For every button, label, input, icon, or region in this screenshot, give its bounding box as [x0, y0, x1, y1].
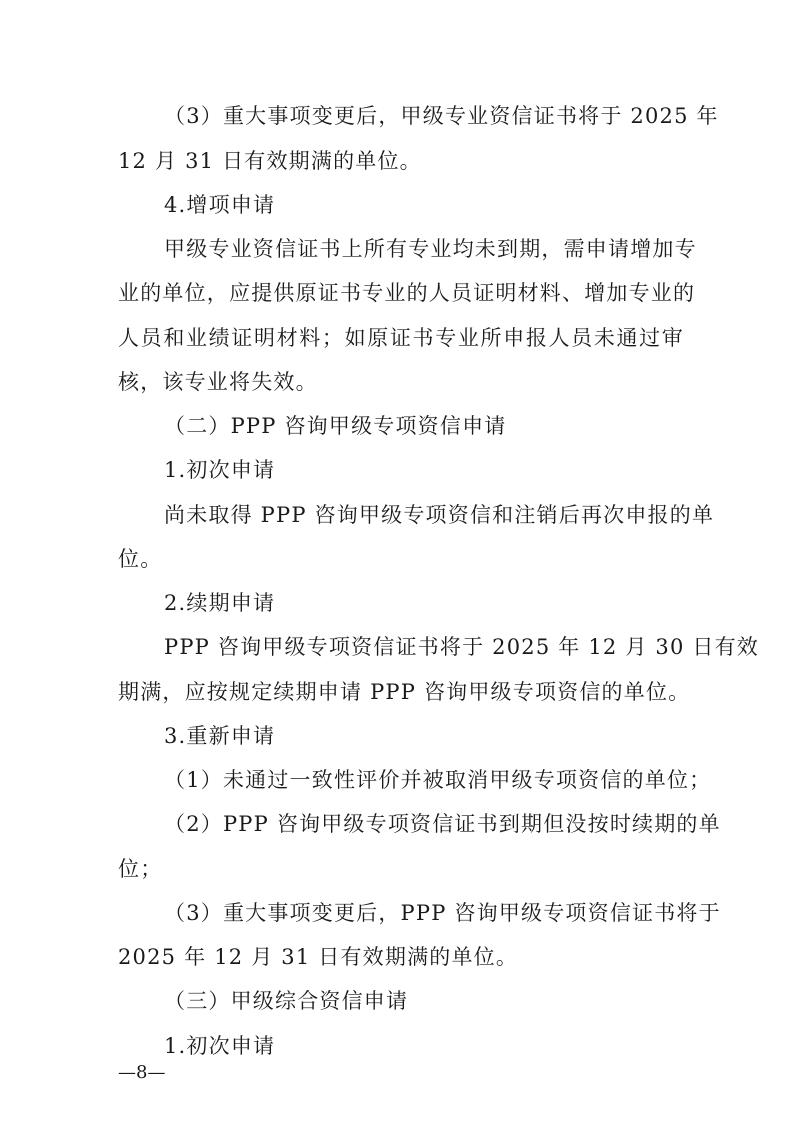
paragraph-line: 2025 年 12 月 31 日有效期满的单位。 [118, 945, 519, 969]
paragraph-line: （3）重大事项变更后，甲级专业资信证书将于 2025 年 [164, 104, 719, 128]
paragraph-line: 人员和业绩证明材料；如原证书专业所申报人员未通过审 [118, 326, 684, 350]
section-heading: 4.增项申请 [164, 193, 276, 217]
paragraph-line: （2）PPP 咨询甲级专项资信证书到期但没按时续期的单 [164, 812, 721, 836]
paragraph-line: （1）未通过一致性评价并被取消甲级专项资信的单位； [164, 768, 712, 792]
section-heading: 1.初次申请 [164, 458, 276, 482]
paragraph-line: 核，该专业将失效。 [118, 370, 318, 394]
paragraph-line: 期满，应按规定续期申请 PPP 咨询甲级专项资信的单位。 [118, 680, 691, 704]
paragraph-line: 甲级专业资信证书上所有专业均未到期，需申请增加专 [164, 237, 697, 261]
paragraph-line: PPP 咨询甲级专项资信证书将于 2025 年 12 月 30 日有效 [164, 635, 760, 659]
section-heading: （三）甲级综合资信申请 [164, 989, 409, 1013]
paragraph-line: 12 月 31 日有效期满的单位。 [118, 149, 422, 173]
section-heading: （二）PPP 咨询甲级专项资信申请 [164, 414, 507, 438]
paragraph-line: （3）重大事项变更后，PPP 咨询甲级专项资信证书将于 [164, 901, 721, 925]
paragraph-line: 位； [118, 857, 163, 881]
section-heading: 1.初次申请 [164, 1034, 276, 1058]
paragraph-line: 业的单位，应提供原证书专业的人员证明材料、增加专业的 [118, 281, 696, 305]
page-number: —8— [118, 1062, 166, 1083]
section-heading: 2.续期申请 [164, 591, 276, 615]
paragraph-line: 位。 [118, 547, 163, 571]
paragraph-line: 尚未取得 PPP 咨询甲级专项资信和注销后再次申报的单 [164, 503, 715, 527]
section-heading: 3.重新申请 [164, 724, 276, 748]
